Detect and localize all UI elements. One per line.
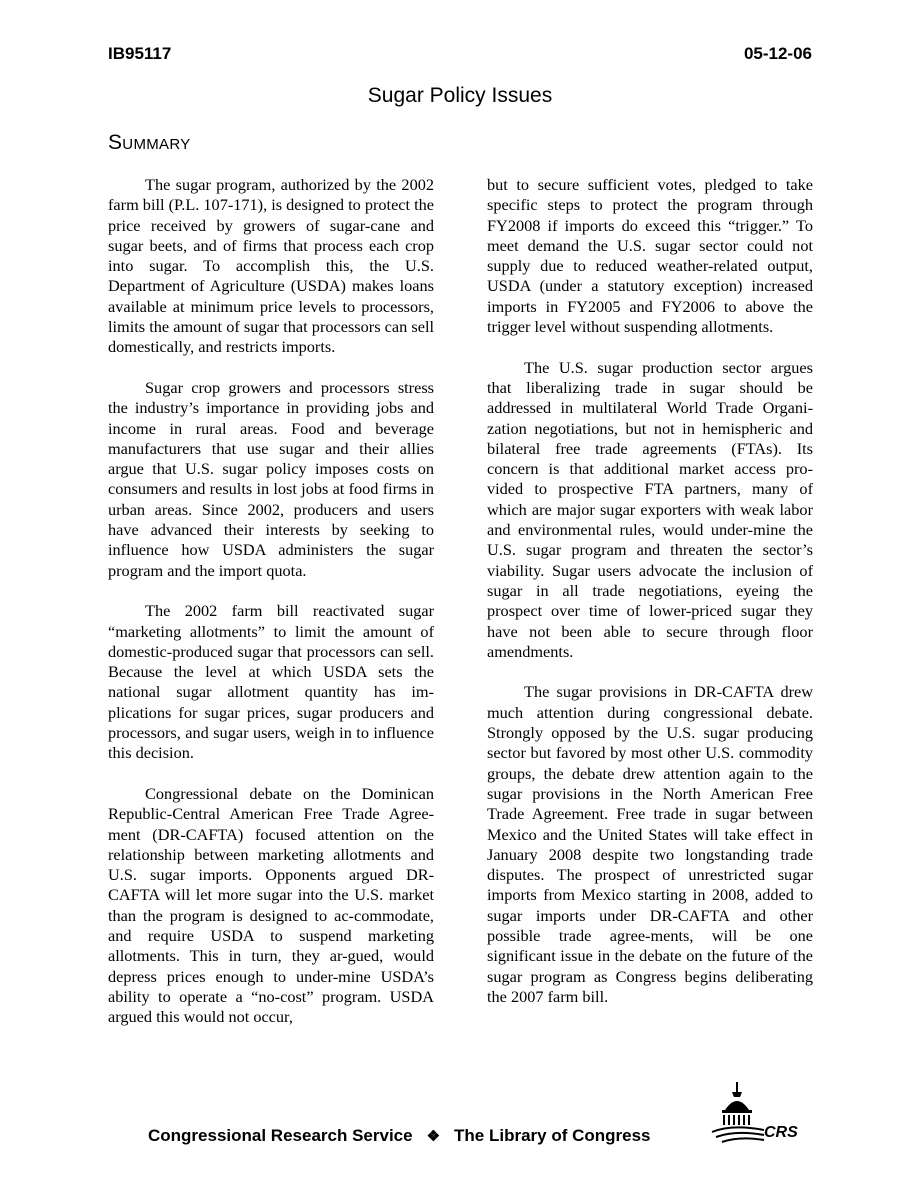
summary-paragraph: Congressional debate on the Dominican Republic-Central American Free Trade Agree-ment (DR-CAFTA) focused attention on the relationship between marketing allotments and U.S. sugar imports. Opponents argued DR-CAFTA will let more sugar into the U.S. market than the program is designed to ac-commodate, and require USDA to suspend marketing allotments. This in turn, they ar-gued, would depress prices enough to under-mine USDA’s ability to operate a “no-cost” program. USDA argued this would not occur, (108, 783, 434, 1027)
summary-paragraph: Sugar crop growers and processors stress the industry’s importance in providing jobs and income in rural areas. Food and beverage manufacturers that use sugar and their allies argue that U.S. sugar policy imposes costs on consumers and results in lost jobs at food firms in urban areas. Since 2002, producers and users have advanced their interests by seeking to influence how USDA administers the sugar program and the import quota. (108, 377, 434, 580)
summary-paragraph: The sugar program, authorized by the 2002 farm bill (P.L. 107-171), is designed to protect the price received by growers of sugar-cane and sugar beets, and of firms that process each crop into sugar. To accomplish this, the U.S. Department of Agriculture (USDA) makes loans available at minimum price levels to processors, limits the amount of sugar that processors can sell domestically, and restricts imports. (108, 175, 435, 357)
report-id: IB95117 (108, 44, 172, 63)
footer (148, 1126, 651, 1146)
footer-separator-icon: ❖ (426, 1128, 441, 1145)
summary-right-column (487, 175, 813, 1027)
summary-paragraph: The U.S. sugar production sector argues that liberalizing trade in sugar should be addressed in multilateral World Trade Organi-zation negotiations, but not in hemispheric and bilateral free trade agreements (FTAs). Its concern is that additional market access pro-vided to prospective FTA partners, many of which are major sugar exporters with weak labor and environmental rules, would under-mine the U.S. sugar program and threaten the sector’s viability. Sugar users advocate the inclusion of sugar in all trade negotiations, eyeing the prospect over time of lower-priced sugar they have not been able to secure through floor amendments. (487, 357, 813, 661)
document-title: Sugar Policy Issues (367, 84, 553, 107)
report-date: 05-12-06 (743, 44, 812, 63)
summary-paragraph-continued: but to secure sufficient votes, pledged to take specific steps to protect the program through FY2008 if imports do exceed this “trigger.” To meet demand the U.S. sugar sector could not supply due to reduced weather-related output, USDA (under a statutory exception) increased imports in FY2005 and FY2006 to above the trigger level without suspending allotments. (487, 175, 813, 337)
footer-crs-name: Congressional Research Service (148, 1126, 413, 1145)
summary-paragraph: The sugar provisions in DR-CAFTA drew much attention during congressional debate. Strongly opposed by the U.S. sugar producing sector but favored by most other U.S. commodity groups, the debate drew attention again to the sugar provisions in the North American Free Trade Agreement. Free trade in sugar between Mexico and the United States will take effect in January 2008 despite two longstanding trade disputes. The prospect of unrestricted sugar imports from Mexico starting in 2008, added to sugar imports under DR-CAFTA and other possible trade agree-ments, will be one significant issue in the debate on the future of the sugar program as Congress begins deliberating the 2007 farm bill. (487, 682, 813, 1006)
footer-library-name: The Library of Congress (454, 1126, 651, 1145)
summary-left-column (108, 175, 434, 1048)
summary-paragraph: The 2002 farm bill reactivated sugar “marketing allotments” to limit the amount of domestic-produced sugar that processors can sell. Because the level at which USDA sets the national sugar allotment quantity has im-plications for sugar prices, sugar producers and processors, and sugar users, weigh in to influence this decision. (108, 601, 434, 763)
section-heading-summary: Summary (108, 131, 191, 154)
crs-logo-text: CRS (764, 1124, 798, 1141)
